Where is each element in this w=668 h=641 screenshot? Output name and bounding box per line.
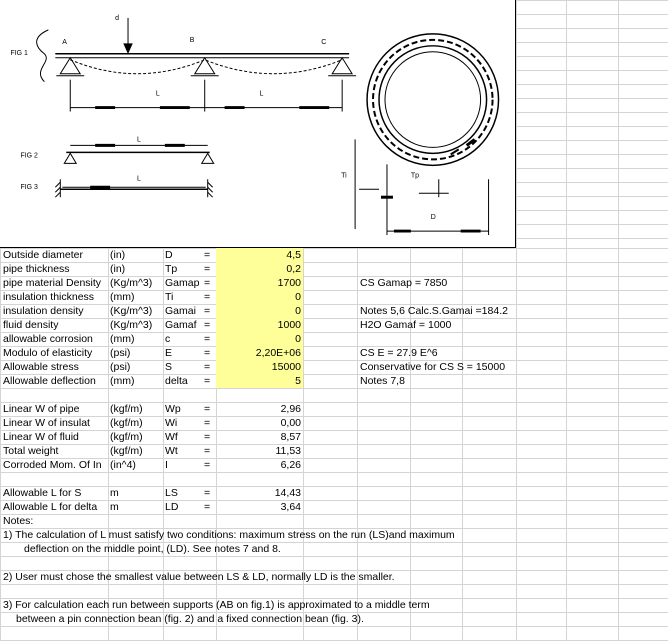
row-symbol: LD bbox=[165, 501, 179, 513]
row-unit: (psi) bbox=[110, 347, 131, 359]
row-value[interactable]: 0 bbox=[295, 305, 301, 317]
row-unit: (Kg/m^3) bbox=[110, 305, 153, 317]
row-value[interactable]: 0,00 bbox=[280, 417, 301, 429]
row-value[interactable]: 3,64 bbox=[280, 501, 301, 513]
row-equals: = bbox=[204, 501, 211, 513]
row-unit: (kgf/m) bbox=[110, 403, 143, 415]
row-symbol: LS bbox=[165, 487, 178, 499]
row-note: CS E = 27.9 E^6 bbox=[360, 347, 438, 359]
label-tp: Tp bbox=[410, 172, 420, 180]
row-unit: (mm) bbox=[110, 375, 135, 387]
row-unit: (psi) bbox=[110, 361, 131, 373]
row-value[interactable]: 15000 bbox=[271, 361, 301, 373]
row-value[interactable]: 1000 bbox=[277, 319, 301, 331]
row-equals: = bbox=[204, 431, 211, 443]
row-value[interactable]: 0 bbox=[295, 333, 301, 345]
row-label: Allowable L for S bbox=[3, 487, 82, 499]
label-l2: L bbox=[259, 90, 264, 98]
label-l1: L bbox=[155, 90, 160, 98]
row-equals: = bbox=[204, 347, 211, 359]
label-d-diameter: D bbox=[430, 214, 436, 222]
row-symbol: E bbox=[165, 347, 173, 359]
row-unit: (kgf/m) bbox=[110, 445, 143, 457]
row-symbol: Gamap bbox=[165, 277, 200, 289]
row-note: H2O Gamaf = 1000 bbox=[360, 319, 452, 331]
label-fig3: FIG 3 bbox=[20, 184, 38, 192]
row-equals: = bbox=[204, 305, 211, 317]
note-2: 2) User must chose the smallest value between LS & LD, normally LD is the smaller. bbox=[3, 571, 395, 583]
row-unit: m bbox=[110, 487, 119, 499]
row-label: Linear W of insulat bbox=[3, 417, 90, 429]
row-label: insulation thickness bbox=[3, 291, 95, 303]
row-unit: (Kg/m^3) bbox=[110, 277, 153, 289]
row-symbol: I bbox=[165, 459, 168, 471]
row-symbol: c bbox=[165, 333, 171, 345]
row-label: pipe material Density bbox=[3, 277, 102, 289]
row-label: allowable corrosion bbox=[3, 333, 93, 345]
row-unit: (mm) bbox=[110, 333, 135, 345]
row-label: pipe thickness bbox=[3, 263, 70, 275]
row-unit: (in) bbox=[110, 263, 126, 275]
row-note: Notes 5,6 Calc.S.Gamai =184.2 bbox=[360, 305, 508, 317]
row-value[interactable]: 0 bbox=[295, 291, 301, 303]
label-b: B bbox=[189, 36, 195, 44]
row-symbol: S bbox=[165, 361, 173, 373]
row-equals: = bbox=[204, 319, 211, 331]
row-symbol: Tp bbox=[165, 263, 178, 275]
row-equals: = bbox=[204, 487, 211, 499]
row-value[interactable]: 4,5 bbox=[286, 249, 301, 261]
row-value[interactable]: 2,20E+06 bbox=[255, 347, 301, 359]
row-equals: = bbox=[204, 361, 211, 373]
row-label: fluid density bbox=[3, 319, 59, 331]
row-label: Allowable L for delta bbox=[3, 501, 98, 513]
row-value[interactable]: 6,26 bbox=[280, 459, 301, 471]
note-3a: 3) For calculation each run between supports (AB on fig.1) is approximated to a middle term bbox=[3, 599, 430, 611]
row-label: Allowable stress bbox=[3, 361, 79, 373]
row-equals: = bbox=[204, 277, 211, 289]
row-symbol: Gamai bbox=[165, 305, 196, 317]
pipe-span-figure[interactable] bbox=[0, 0, 516, 248]
label-fig2: FIG 2 bbox=[20, 152, 38, 160]
row-label: Total weight bbox=[3, 445, 59, 457]
row-value[interactable]: 11,53 bbox=[275, 445, 301, 457]
row-equals: = bbox=[204, 249, 211, 261]
row-value[interactable]: 0,2 bbox=[286, 263, 301, 275]
row-value[interactable]: 5 bbox=[295, 375, 301, 387]
label-d: d bbox=[115, 14, 119, 22]
note-1b: deflection on the middle point, (LD). See notes 7 and 8. bbox=[24, 543, 281, 555]
row-value[interactable]: 1700 bbox=[277, 277, 301, 289]
row-unit: (Kg/m^3) bbox=[110, 319, 153, 331]
row-value[interactable]: 2,96 bbox=[280, 403, 301, 415]
row-equals: = bbox=[204, 333, 211, 345]
notes-title: Notes: bbox=[3, 515, 34, 527]
label-l4: L bbox=[136, 175, 141, 183]
row-note: Conservative for CS S = 15000 bbox=[360, 361, 506, 373]
row-equals: = bbox=[204, 375, 211, 387]
support-b bbox=[195, 58, 215, 74]
row-symbol: D bbox=[165, 249, 173, 261]
note-3b: between a pin connection bean (fig. 2) and a fixed connection bean (fig. 3). bbox=[16, 613, 364, 625]
row-equals: = bbox=[204, 445, 211, 457]
row-symbol: Wt bbox=[165, 445, 178, 457]
label-l3: L bbox=[136, 136, 141, 144]
pipe-cross-section bbox=[367, 34, 498, 165]
row-label: Allowable deflection bbox=[3, 375, 96, 387]
note-1a: 1) The calculation of L must satisfy two conditions: maximum stress on the run (LS)and maximum bbox=[3, 529, 455, 541]
row-symbol: Ti bbox=[165, 291, 174, 303]
row-label: insulation density bbox=[3, 305, 84, 317]
row-note: CS Gamap = 7850 bbox=[360, 277, 448, 289]
row-value[interactable]: 14,43 bbox=[274, 487, 301, 499]
label-c: C bbox=[321, 38, 327, 46]
row-symbol: Wf bbox=[165, 431, 178, 443]
row-unit: (in^4) bbox=[110, 459, 136, 471]
row-equals: = bbox=[204, 291, 211, 303]
row-equals: = bbox=[204, 403, 211, 415]
row-symbol: Gamaf bbox=[165, 319, 197, 331]
row-equals: = bbox=[204, 459, 211, 471]
row-label: Linear W of pipe bbox=[3, 403, 80, 415]
row-equals: = bbox=[204, 417, 211, 429]
row-symbol: delta bbox=[165, 375, 188, 387]
row-symbol: Wp bbox=[165, 403, 181, 415]
row-unit: (kgf/m) bbox=[110, 431, 143, 443]
fig1-break-curve bbox=[37, 30, 49, 82]
row-label: Linear W of fluid bbox=[3, 431, 79, 443]
row-note: Notes 7,8 bbox=[360, 375, 405, 387]
row-unit: m bbox=[110, 501, 119, 513]
row-label: Corroded Mom. Of In bbox=[3, 459, 102, 471]
row-symbol: Wi bbox=[165, 417, 178, 429]
label-fig1: FIG 1 bbox=[10, 49, 28, 57]
label-a: A bbox=[62, 38, 67, 46]
row-equals: = bbox=[204, 263, 211, 275]
row-unit: (mm) bbox=[110, 291, 135, 303]
row-unit: (kgf/m) bbox=[110, 417, 143, 429]
row-label: Outside diameter bbox=[3, 249, 83, 261]
row-label: Modulo of elasticity bbox=[3, 347, 93, 359]
row-unit: (in) bbox=[110, 249, 126, 261]
row-value[interactable]: 8,57 bbox=[280, 431, 301, 443]
label-ti: Ti bbox=[341, 172, 347, 180]
